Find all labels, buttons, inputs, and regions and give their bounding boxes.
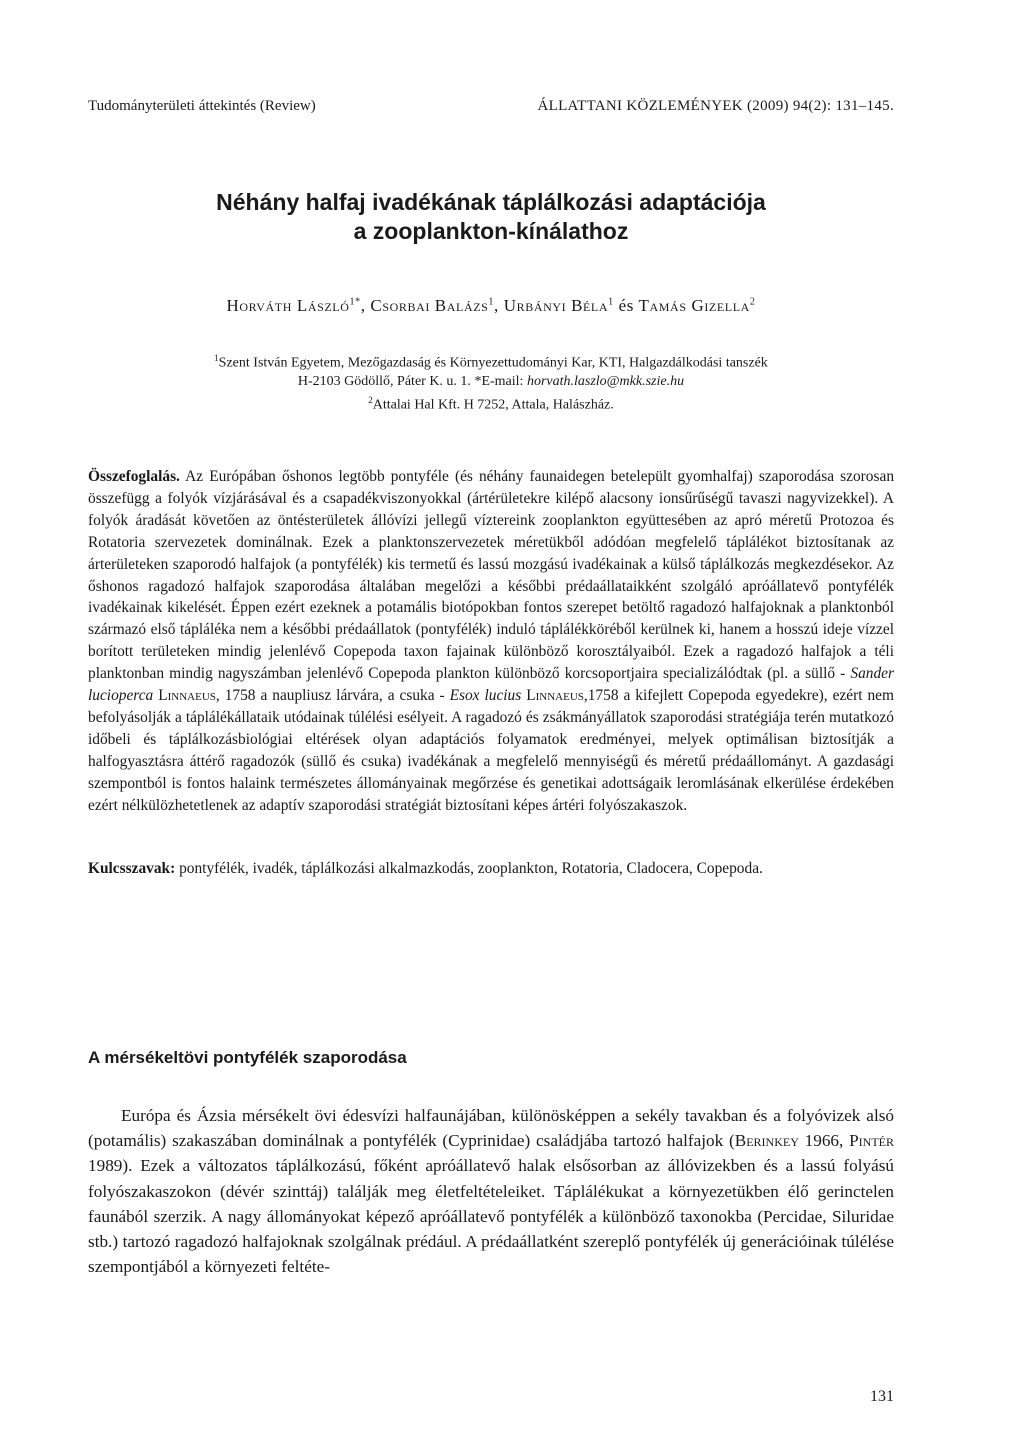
affiliation-1-marker: 1 xyxy=(214,353,219,363)
title-line-1: Néhány halfaj ivadékának táplálkozási adaptációja xyxy=(216,189,766,215)
keywords-text: pontyfélék, ivadék, táplálkozási alkalmazkodás, zooplankton, Rotatoria, Cladocera, Copepoda. xyxy=(179,860,763,877)
keywords xyxy=(88,858,894,880)
journal-citation: ÁLLATTANI KÖZLEMÉNYEK (2009) 94(2): 131–145. xyxy=(537,98,894,114)
paragraph-text-3: 1989). Ezek a változatos táplálkozású, főként apróállatevő halak elsősorban az állóvizekben és a lassú folyású folyószakaszokon (dévér szinttáj) találják meg életfeltételeiket. Táplálékukat a környezetükben élő gerinctelen faunából szerzik. A nagy állományokat képező apróállatevő pontyfélék a különböző taxonokba (Percidae, Siluridae stb.) tartozó ragadozó halfajoknak szolgálnak prédául. A prédaállatként szereplő pontyfélék új generációinak túlélése szempontjából a környezeti feltéte- xyxy=(88,1156,894,1277)
author-4: Tamás Gizella xyxy=(638,296,750,315)
author-1: Horváth László xyxy=(226,296,350,315)
title-line-2: a zooplankton-kínálathoz xyxy=(353,218,629,244)
author-2: Csorbai Balázs xyxy=(370,296,489,315)
author-1-affil: 1* xyxy=(349,296,361,308)
abstract-text-1: Az Európában őshonos legtöbb pontyféle (és néhány faunaidegen betelepült gyomhalfaj) szaporodása szorosan összefügg a folyók vízjárásával és a csapadékviszonyokkal (ártérületekre kilépő alacsony ionsűrűségű tavaszi nagyvizekkel). A folyók áradását követően az öntésterületek állóvízi jellegű víztereink zooplankton együttesében az apró méretű Protozoa és Rotatoria szervezetek dominálnak. Ezek a planktonszervezetek méretükből adódóan megfelelő táplálékot biztosítanak az árterületeken szaporodó halfajok (a pontyfélék) kis termetű és lassú mozgású ivadékainak a külső táplálkozás megkezdésekor. Az őshonos ragadozó halfajok szaporodása általában megelőzi a későbbi prédaállataikként szolgáló apróállatevő pontyfélék ivadékainak kikelését. Éppen ezért ezeknek a potamális biotópokban fontos szerepet betöltő ragadozó halfajoknak a planktonból származó első tápláléka nem a későbbi prédaállatok (pontyfélék) induló táplálékköréből kerülnek ki, hanem a hosszú ideje vízzel borított területeken mindig jelenlévő Copepoda taxon fajainak különböző korosztályaiból. Ezek a ragadozó halfajok a téli planktonban mindig nagyszámban jelenlévő Copepoda plankton különböző korcsoportjaira specializálódtak (pl. a süllő - xyxy=(88,468,895,683)
paragraph-text-1: Európa és Ázsia mérsékelt övi édesvízi halfaunájában, különösképpen a sekély tavakban és a folyóvizek alsó (potamális) szakaszában dominálnak a pontyfélék (Cyprinidae) családjába tartozó halfajok ( xyxy=(88,1106,894,1151)
affiliation-1 xyxy=(88,349,894,373)
authority-1: Linnaeus xyxy=(158,687,216,705)
abstract xyxy=(88,466,894,817)
email-label: *E-mail: xyxy=(474,373,524,389)
abstract-text-3: ,1758 a kifejlett Copepoda egyedekre), ezért nem befolyásolják a táplálékállataik utódainak túlélési esélyeit. A ragadozó és zsákmányállatok szaporodási stratégiája terén mutatkozó időbeli és táplálkozásbiológiai eltérések olyan adaptációs folyamatok eredményei, melyek optimálisan biztosítják a halfogyasztásra áttérő ragadozók (süllő és csuka) ivadékának a megfelelő mennyiségű és méretű prédaállományt. A gazdasági szempontból is fontos halaink természetes állományainak megőrzése és genetikai adottságaik leromlásának elkerülése érdekében ezért nélkülözhetetlenek az adaptív szaporodási stratégiát biztosítani képes ártéri folyószakaszok. xyxy=(88,687,894,814)
section-heading: A mérsékeltövi pontyfélék szaporodása xyxy=(88,1048,407,1067)
email-address[interactable]: horvath.laszlo@mkk.szie.hu xyxy=(526,373,685,389)
affiliation-1-address xyxy=(88,373,894,391)
paragraph-text-2: 1966, xyxy=(798,1131,850,1151)
authority-2: Linnaeus xyxy=(526,687,584,705)
abstract-text-2: , 1758 a naupliusz lárvára, a csuka - xyxy=(215,687,445,705)
citation-pinter: Pintér xyxy=(849,1131,895,1151)
article-type: Tudományterületi áttekintés (Review) xyxy=(88,98,316,114)
author-list: Horváth László$^{1*}$, Csorbai Balázs$^1$, Urbányi Béla$^1$ és Tamás Gizella$^2$ xyxy=(226,296,756,315)
author-2-affil: 1 xyxy=(488,296,495,308)
author-4-affil: 2 xyxy=(749,296,756,308)
abstract-label: Összefoglalás. xyxy=(88,468,180,485)
article-title xyxy=(88,188,894,246)
keywords-label: Kulcsszavak: xyxy=(88,860,176,877)
species-esox: Esox lucius xyxy=(449,687,522,705)
affiliation-2-marker: 2 xyxy=(368,394,373,405)
author-3-affil: 1 xyxy=(608,296,614,308)
citation-berinkey: Berinkey xyxy=(734,1131,799,1151)
affiliation-2 xyxy=(88,391,894,415)
species-sander: Sander lucioperca xyxy=(88,665,894,705)
author-conjunction: és xyxy=(618,296,634,315)
affiliation-1-text: Szent István Egyetem, Mezőgazdaság és Környezettudományi Kar, KTI, Halgazdálkodási tanszék xyxy=(218,355,768,371)
page-number: 131 xyxy=(870,1388,894,1405)
affiliations xyxy=(88,349,894,414)
affiliation-2-text: Attalai Hal Kft. H 7252, Attala, Halászház. xyxy=(372,397,614,413)
author-3: Urbányi Béla xyxy=(503,296,609,315)
affiliation-1-street: H-2103 Gödöllő, Páter K. u. 1. xyxy=(297,373,471,389)
section-paragraph xyxy=(88,1103,894,1279)
